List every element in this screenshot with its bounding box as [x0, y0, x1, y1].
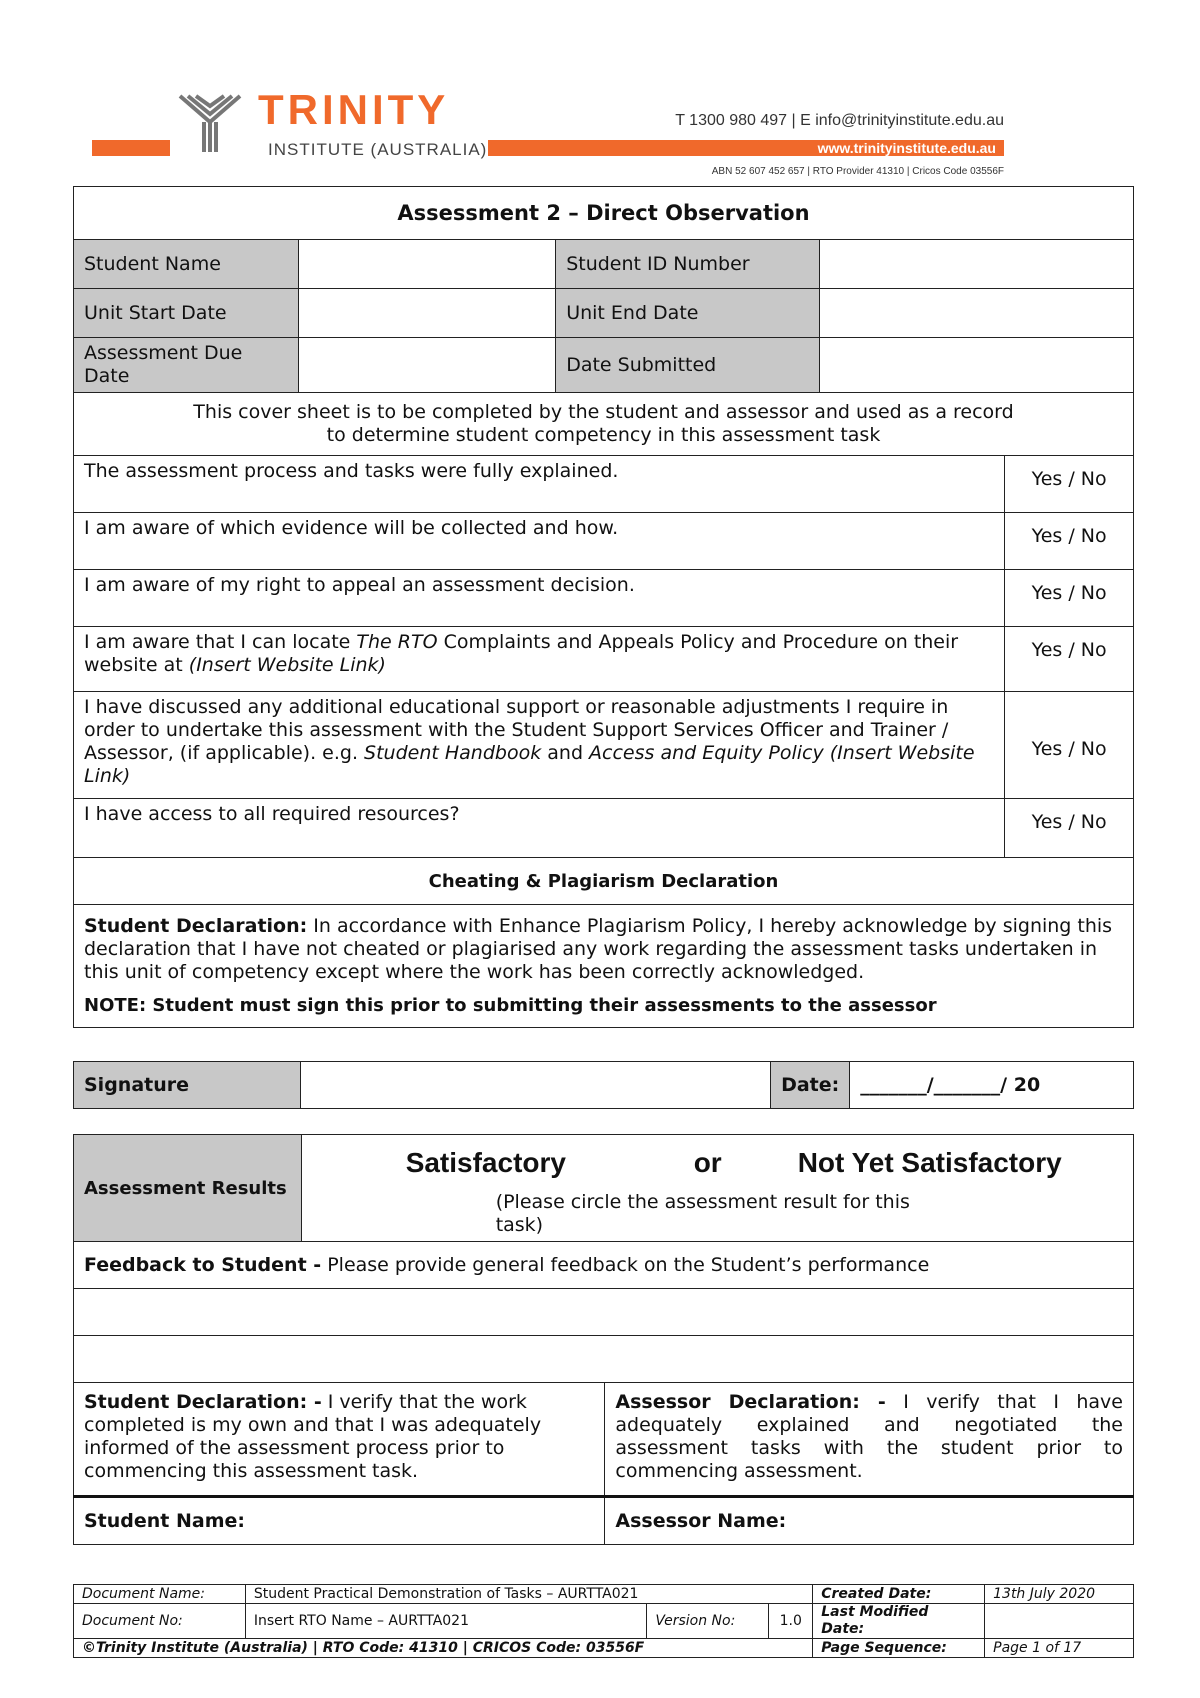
date-field[interactable]: _______/_______/ 20 — [850, 1062, 1134, 1109]
student-name-label: Student Name — [74, 240, 299, 289]
signature-table — [73, 1061, 1134, 1109]
checklist-item: The assessment process and tasks were fully explained. — [74, 456, 1005, 513]
feedback-line[interactable] — [74, 1289, 1134, 1336]
checklist-item: I have access to all required resources? — [74, 799, 1005, 858]
doc-no-label: Document No: — [74, 1604, 246, 1639]
student-declaration: Student Declaration: In accordance with Enhance Plagiarism Policy, I hereby acknowledge by signing this declaration that I have not cheated or plagiarised any work regarding the assessment tasks undertaken in this unit of competency except where the work has been correctly acknowledged. NOTE: Student must sign this prior to submitting their assessments to the assessor — [74, 905, 1134, 1028]
website-link[interactable]: www.trinityinstitute.edu.au — [817, 140, 996, 156]
unit-end-field[interactable] — [819, 289, 1133, 338]
yes-no-option[interactable]: Yes / No — [1005, 570, 1134, 627]
date-label: Date: — [771, 1062, 850, 1109]
checklist-row — [74, 570, 1134, 627]
cover-intro: This cover sheet is to be completed by the student and assessor and used as a record to determine student competency in this assessment task — [74, 393, 1134, 456]
student-name-sign-field[interactable]: Student Name: — [74, 1497, 605, 1545]
results-options — [301, 1135, 1133, 1242]
due-date-label: Assessment Due Date — [74, 338, 299, 393]
version-label: Version No: — [647, 1604, 769, 1639]
yes-no-option[interactable]: Yes / No — [1005, 513, 1134, 570]
checklist-item: I am aware of my right to appeal an assessment decision. — [74, 570, 1005, 627]
feedback-line[interactable] — [74, 1336, 1134, 1383]
checklist-item: I am aware that I can locate The RTO Complaints and Appeals Policy and Procedure on their website at (Insert Website Link) — [74, 627, 1005, 692]
unit-start-label: Unit Start Date — [74, 289, 299, 338]
checklist-row — [74, 513, 1134, 570]
letterhead — [92, 86, 1004, 184]
unit-start-field[interactable] — [299, 289, 556, 338]
page-sequence: Page 1 of 17 — [985, 1639, 1134, 1658]
assessment-results-label: Assessment Results — [74, 1135, 302, 1242]
checklist-item: I have discussed any additional educational support or reasonable adjustments I require in order to undertake this assessment with the Student Support Services Officer and Trainer / Assessor, (if applicable). e.g. Student Handbook and Access and Equity Policy (Insert Website Link) — [74, 692, 1005, 799]
not-yet-satisfactory-option[interactable]: Not Yet Satisfactory — [797, 1147, 1062, 1178]
contact-info: T 1300 980 497 | E info@trinityinstitute.edu.au — [675, 112, 1004, 129]
feedback-heading: Feedback to Student - Please provide general feedback on the Student’s performance — [74, 1242, 1134, 1289]
copyright-text: ©Trinity Institute (Australia) | RTO Code: 41310 | CRICOS Code: 03556F — [74, 1639, 813, 1658]
unit-end-label: Unit End Date — [556, 289, 820, 338]
trinity-logo-icon — [176, 92, 246, 156]
brand-name: TRINITY — [258, 86, 450, 133]
assessor-name-field[interactable]: Assessor Name: — [605, 1497, 1134, 1545]
date-submitted-label: Date Submitted — [556, 338, 820, 393]
yes-no-option[interactable]: Yes / No — [1005, 456, 1134, 513]
yes-no-option[interactable]: Yes / No — [1005, 692, 1134, 799]
results-instruction: (Please circle the assessment result for this task) — [495, 1191, 910, 1236]
signature-field[interactable] — [300, 1062, 770, 1109]
date-submitted-field[interactable] — [819, 338, 1133, 393]
brand-subtitle: INSTITUTE (AUSTRALIA) — [268, 140, 488, 159]
created-date: 13th July 2020 — [985, 1585, 1134, 1604]
checklist-row — [74, 456, 1134, 513]
modified-label: Last Modified Date: — [813, 1604, 985, 1639]
student-id-label: Student ID Number — [556, 240, 820, 289]
doc-name: Student Practical Demonstration of Tasks – AURTTA021 — [245, 1585, 812, 1604]
student-name-field[interactable] — [299, 240, 556, 289]
checklist-item: I am aware of which evidence will be collected and how. — [74, 513, 1005, 570]
document-footer — [73, 1584, 1134, 1658]
assessment-title: Assessment 2 – Direct Observation — [74, 187, 1134, 240]
version-number: 1.0 — [769, 1604, 813, 1639]
cover-sheet-table — [73, 186, 1134, 1028]
checklist-row — [74, 627, 1134, 692]
checklist-row — [74, 799, 1134, 858]
signature-label: Signature — [74, 1062, 301, 1109]
sequence-label: Page Sequence: — [813, 1639, 985, 1658]
checklist-row — [74, 692, 1134, 799]
doc-name-label: Document Name: — [74, 1585, 246, 1604]
declaration-heading: Cheating & Plagiarism Declaration — [74, 858, 1134, 905]
student-id-field[interactable] — [819, 240, 1133, 289]
due-date-field[interactable] — [299, 338, 556, 393]
satisfactory-option[interactable]: Satisfactory — [405, 1147, 566, 1178]
created-label: Created Date: — [813, 1585, 985, 1604]
or-text: or — [693, 1147, 722, 1178]
declaration-note: NOTE: Student must sign this prior to submitting their assessments to the assessor — [84, 995, 937, 1016]
doc-no: Insert RTO Name – AURTTA021 — [245, 1604, 647, 1639]
modified-date — [985, 1604, 1134, 1639]
yes-no-option[interactable]: Yes / No — [1005, 799, 1134, 858]
orange-bar-left — [92, 140, 170, 156]
abn-info: ABN 52 607 452 657 | RTO Provider 41310 | Cricos Code 03556F — [711, 166, 1004, 177]
results-table — [73, 1134, 1134, 1545]
assessor-declaration-box: Assessor Declaration: - I verify that I have adequately explained and negotiated the assessment tasks with the student prior to commencing assessment. — [605, 1383, 1134, 1497]
student-declaration-box: Student Declaration: - I verify that the work completed is my own and that I was adequately informed of the assessment process prior to commencing this assessment task. — [74, 1383, 605, 1497]
yes-no-option[interactable]: Yes / No — [1005, 627, 1134, 692]
